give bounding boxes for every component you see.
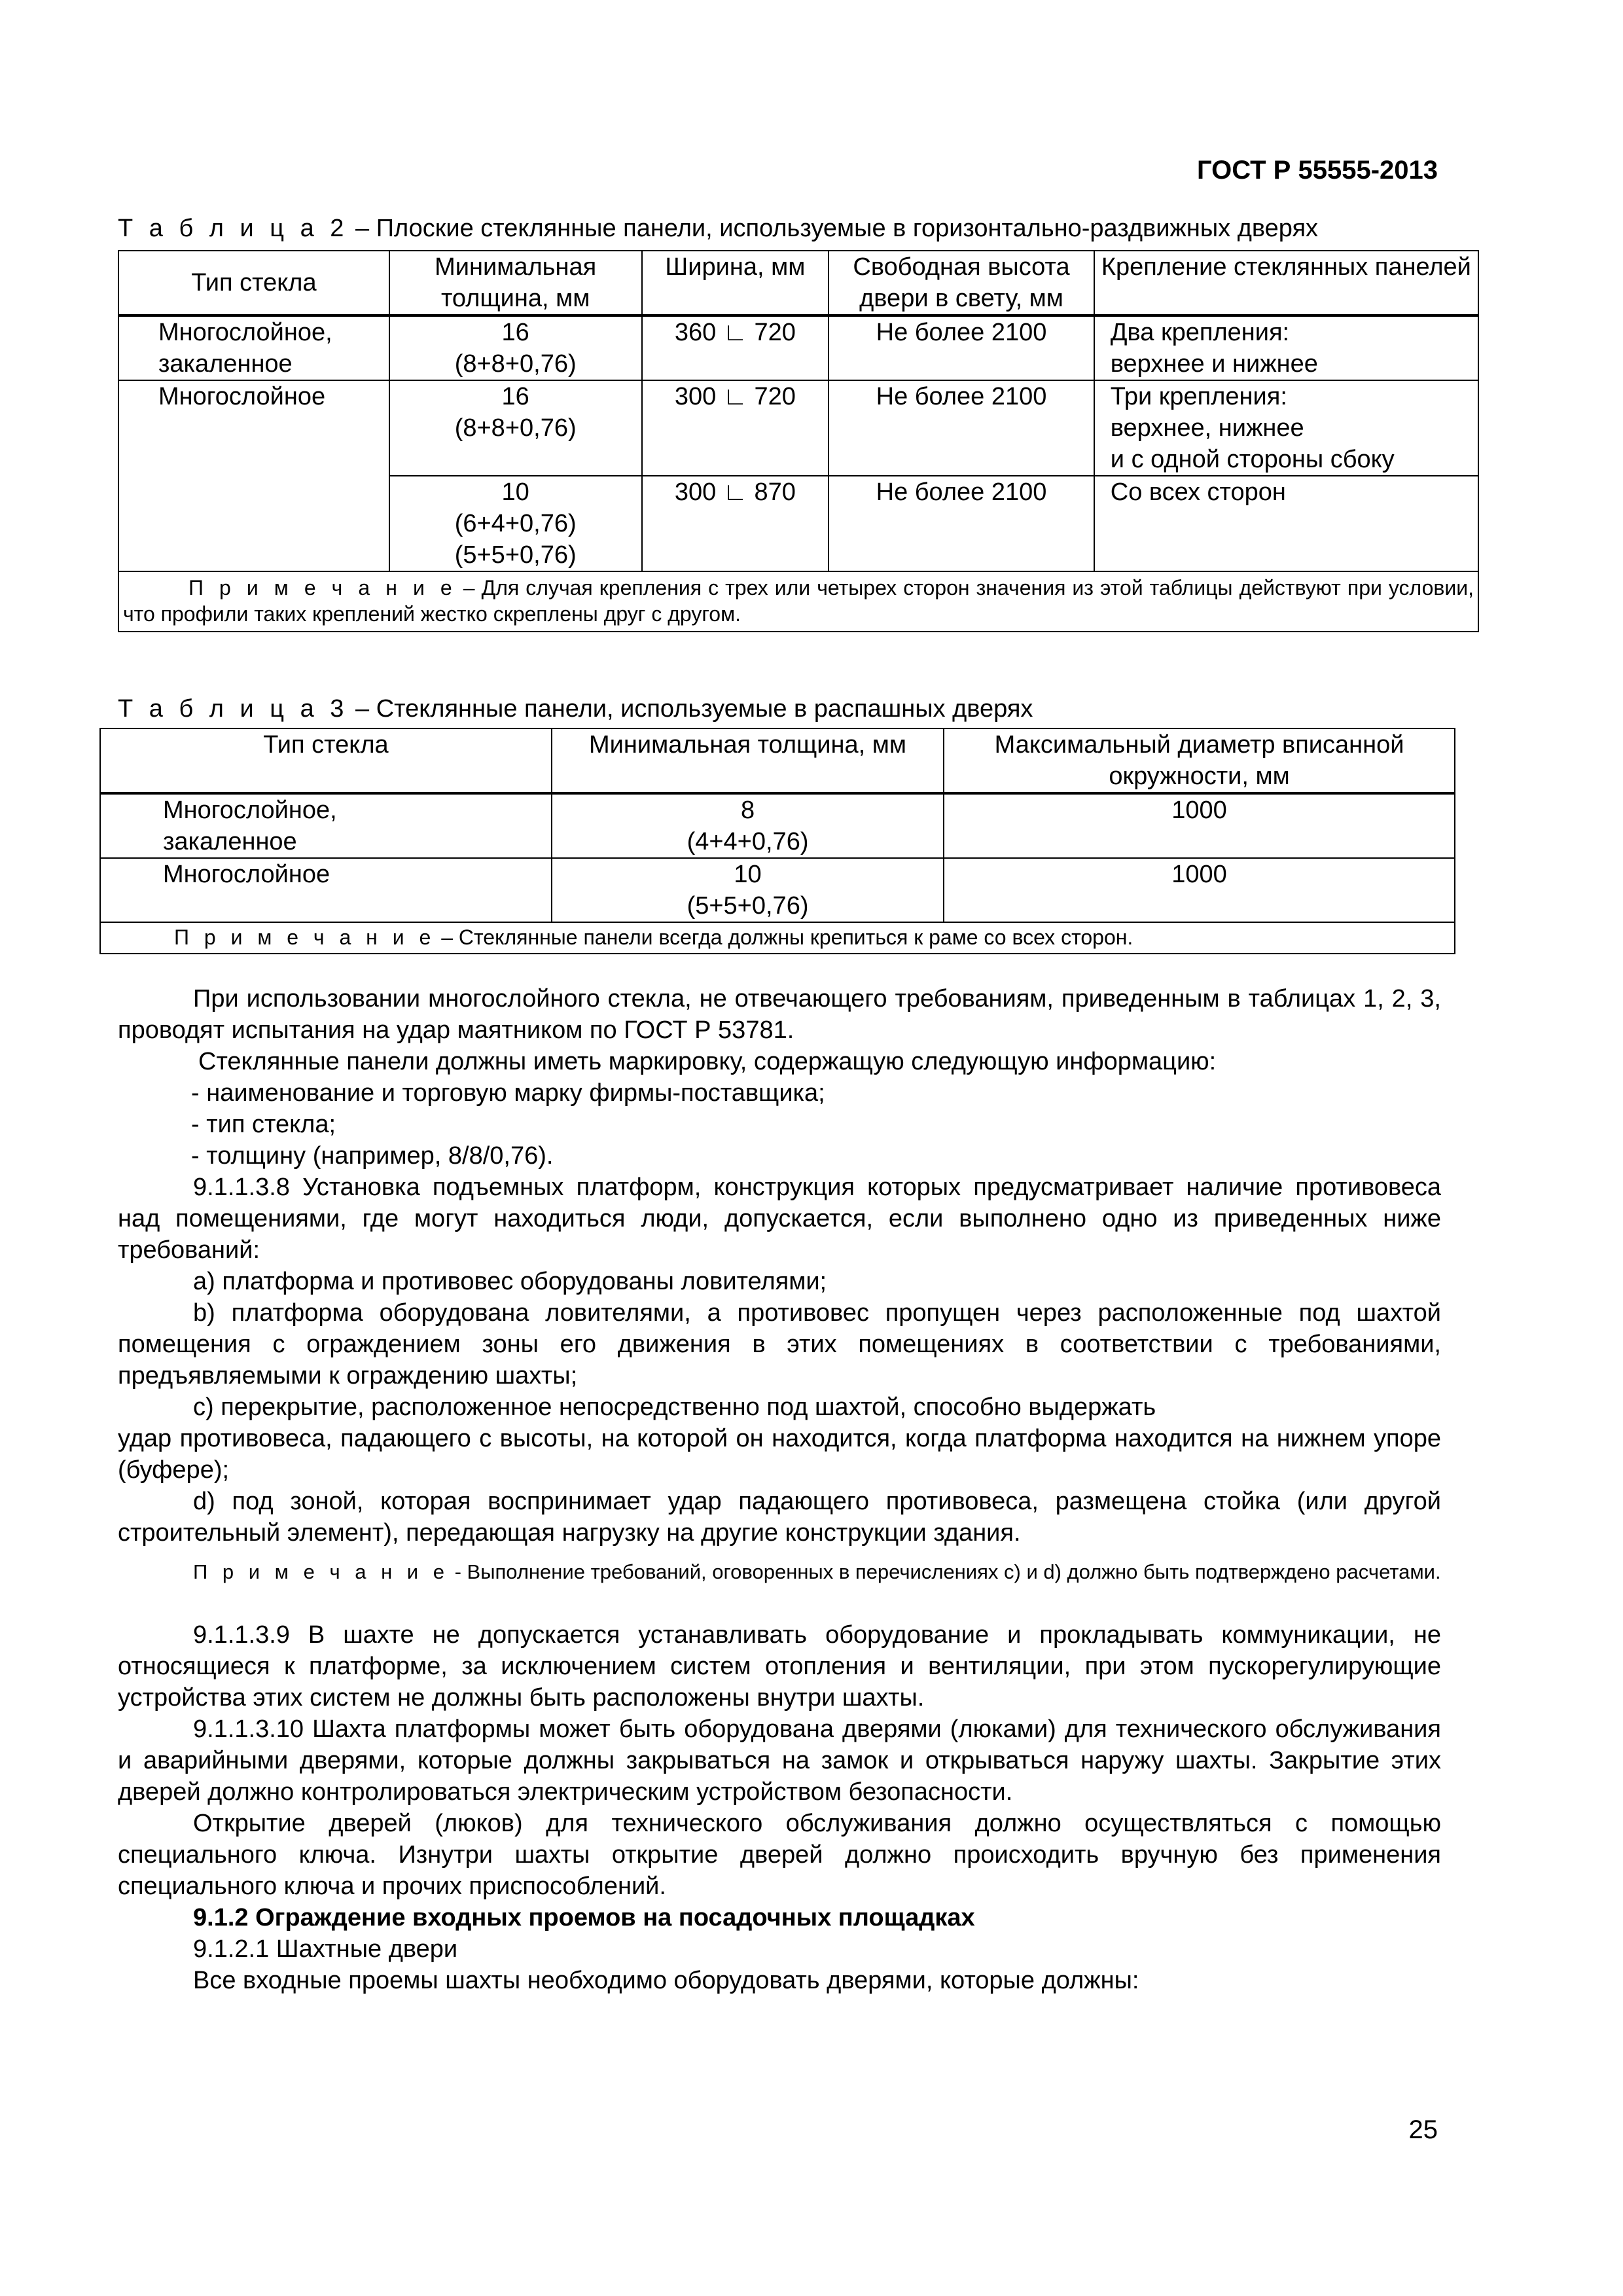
table-cell: Многослойное, закаленное [118,315,389,380]
paragraph: Все входные проемы шахты необходимо оборудовать дверями, которые должны: [193,1967,1139,1994]
table-cell [1094,380,1478,476]
table2-header-cell: Минимальная толщина, мм [389,251,642,315]
list-item: b) платформа оборудована ловителями, а противовес пропущен через расположенные под шахтой помещения с ограждением зоны его движения в этих помещениях в соответствии с требованиями, предъявляемыми к ограждению шахты; [118,1299,1441,1390]
table2-caption-text: – Плоские стеклянные панели, используемые в горизонтально-раздвижных дверях [348,215,1319,242]
table2-header-row [118,251,1478,315]
table3-caption [118,695,1033,723]
table-cell-value: верхнее и нижнее [1110,350,1318,378]
list-item: с) перекрытие, расположенное непосредственно под шахтой, способно выдержать [193,1393,1156,1421]
table-cell-value: и с одной стороны сбоку [1110,446,1395,473]
table-cell [552,858,944,922]
table-cell: 1000 [944,793,1455,858]
table2-note-label: П р и м е ч а н и е [188,576,457,600]
table2-header-cell: Тип стекла [118,251,389,315]
table-cell [1094,315,1478,380]
table3-header-cell: Максимальный диаметр вписанной окружности, мм [944,728,1455,793]
note-label: П р и м е ч а н и е [193,1560,449,1583]
table-cell: Не более 2100 [829,476,1094,571]
table3-caption-text: – Стеклянные панели, используемые в распашных дверях [348,695,1033,723]
table3-header-cell: Тип стекла [100,728,552,793]
subsection-heading: 9.1.2.1 Шахтные двери [193,1935,458,1963]
note-text: - Выполнение требований, оговоренных в перечислениях с) и d) должно быть подтверждено расчетами. [448,1560,1441,1583]
table3-note [100,922,1455,954]
body-text [118,983,1441,1996]
table3-note-text: – Стеклянные панели всегда должны крепиться к раме со всех сторон. [435,925,1133,949]
table-cell: Не более 2100 [829,315,1094,380]
paragraph: 9.1.1.3.9 В шахте не допускается устанавливать оборудование и прокладывать коммуникации, не относящиеся к платформе, за исключением систем отопления и вентиляции, при этом пускорегулирующие устройства этих систем не должны быть расположены внутри шахты. [118,1621,1441,1712]
table-row [100,858,1455,922]
table-cell-value: 16 [501,383,529,410]
table-cell-value: Три крепления: [1110,383,1287,410]
table-cell-value: 10 [734,861,762,888]
list-item-continuation: удар противовеса, падающего с высоты, на которой он находится, когда платформа находится на нижнем упоре (буфере); [118,1425,1441,1484]
table-row [100,793,1455,858]
table-cell [389,315,642,380]
table2-header-cell: Крепление стеклянных панелей [1094,251,1478,315]
list-item: а) платформа и противовес оборудованы ловителями; [193,1268,827,1295]
table-cell-value: верхнее, нижнее [1110,414,1304,442]
table-cell-value: 10 [501,478,529,506]
table-cell: 300 ∟ 720 [642,380,829,476]
table-cell: 300 ∟ 870 [642,476,829,571]
table2-note [118,571,1478,632]
table-cell-value: (5+5+0,76) [687,892,809,920]
paragraph: Открытие дверей (люков) для технического обслуживания должно осуществляться с помощью специального ключа. Изнутри шахты открытие дверей должно происходить вручную без применения специального ключа и прочих приспособлений. [118,1810,1441,1900]
table-cell: 360 ∟ 720 [642,315,829,380]
table-cell-value: Два крепления: [1110,319,1290,346]
list-item: d) под зоной, которая воспринимает удар падающего противовеса, размещена стойка (или другой строительный элемент), передающая нагрузку на другие конструкции здания. [118,1488,1441,1547]
table2-note-row [118,571,1478,632]
table3-header-row [100,728,1455,793]
list-item: - тип стекла; [191,1111,336,1138]
table-cell: 1000 [944,858,1455,922]
table-cell-value: 8 [740,797,755,824]
table-cell: Многослойное, закаленное [100,793,552,858]
list-item: - толщину (например, 8/8/0,76). [191,1142,554,1170]
table-cell: Многослойное [118,380,389,571]
list-item: - наименование и торговую марку фирмы-поставщика; [191,1079,825,1107]
table3-header-cell: Минимальная толщина, мм [552,728,944,793]
table-row [118,380,1478,476]
page-number: 25 [1408,2115,1438,2144]
table2-caption [118,215,1318,243]
table3-note-label: П р и м е ч а н и е [174,925,436,949]
table2-header-cell: Ширина, мм [642,251,829,315]
table2-note-text: – Для случая крепления с трех или четырех сторон значения из этой таблицы действуют при условии, что профили таких креплений жестко скреплены друг с другом. [123,576,1474,626]
paragraph: При использовании многослойного стекла, не отвечающего требованиям, приведенным в таблицах 1, 2, 3, проводят испытания на удар маятником по ГОСТ Р 53781. [118,985,1441,1044]
table-cell-value: (8+8+0,76) [454,414,577,442]
table-cell-value: (8+8+0,76) [454,350,577,378]
table2 [118,250,1479,632]
document-header: ГОСТ Р 55555-2013 [1196,156,1438,185]
table-cell-value: (4+4+0,76) [687,828,809,855]
paragraph: 9.1.1.3.10 Шахта платформы может быть оборудована дверями (люками) для технического обслуживания и аварийными дверями, которые должны закрываться на замок и открываться наружу шахты. Закрытие этих дверей должно контролироваться электрическим устройством безопасности. [118,1715,1441,1806]
table-row [118,315,1478,380]
paragraph: 9.1.1.3.8 Установка подъемных платформ, конструкция которых предусматривает наличие противовеса над помещениями, где могут находиться люди, допускается, если выполнено одно из приведенных ниже требований: [118,1174,1441,1264]
table3-note-row [100,922,1455,954]
table2-header-cell: Свободная высота двери в свету, мм [829,251,1094,315]
section-heading: 9.1.2 Ограждение входных проемов на посадочных площадках [193,1904,975,1931]
table-cell-value: (6+4+0,76) [454,510,577,537]
table-cell: Со всех сторон [1094,476,1478,571]
paragraph: Стеклянные панели должны иметь маркировку, содержащую следующую информацию: [198,1048,1217,1075]
table-cell [389,476,642,571]
table-cell-value: 16 [501,319,529,346]
table-cell [389,380,642,476]
table-cell: Многослойное [100,858,552,922]
table-cell-value: (5+5+0,76) [454,541,577,569]
table-cell [552,793,944,858]
note-paragraph [118,1559,1441,1585]
table3 [99,728,1455,954]
table3-caption-label: Т а б л и ц а 3 [118,695,349,723]
table2-caption-label: Т а б л и ц а 2 [118,215,349,242]
table-cell: Не более 2100 [829,380,1094,476]
